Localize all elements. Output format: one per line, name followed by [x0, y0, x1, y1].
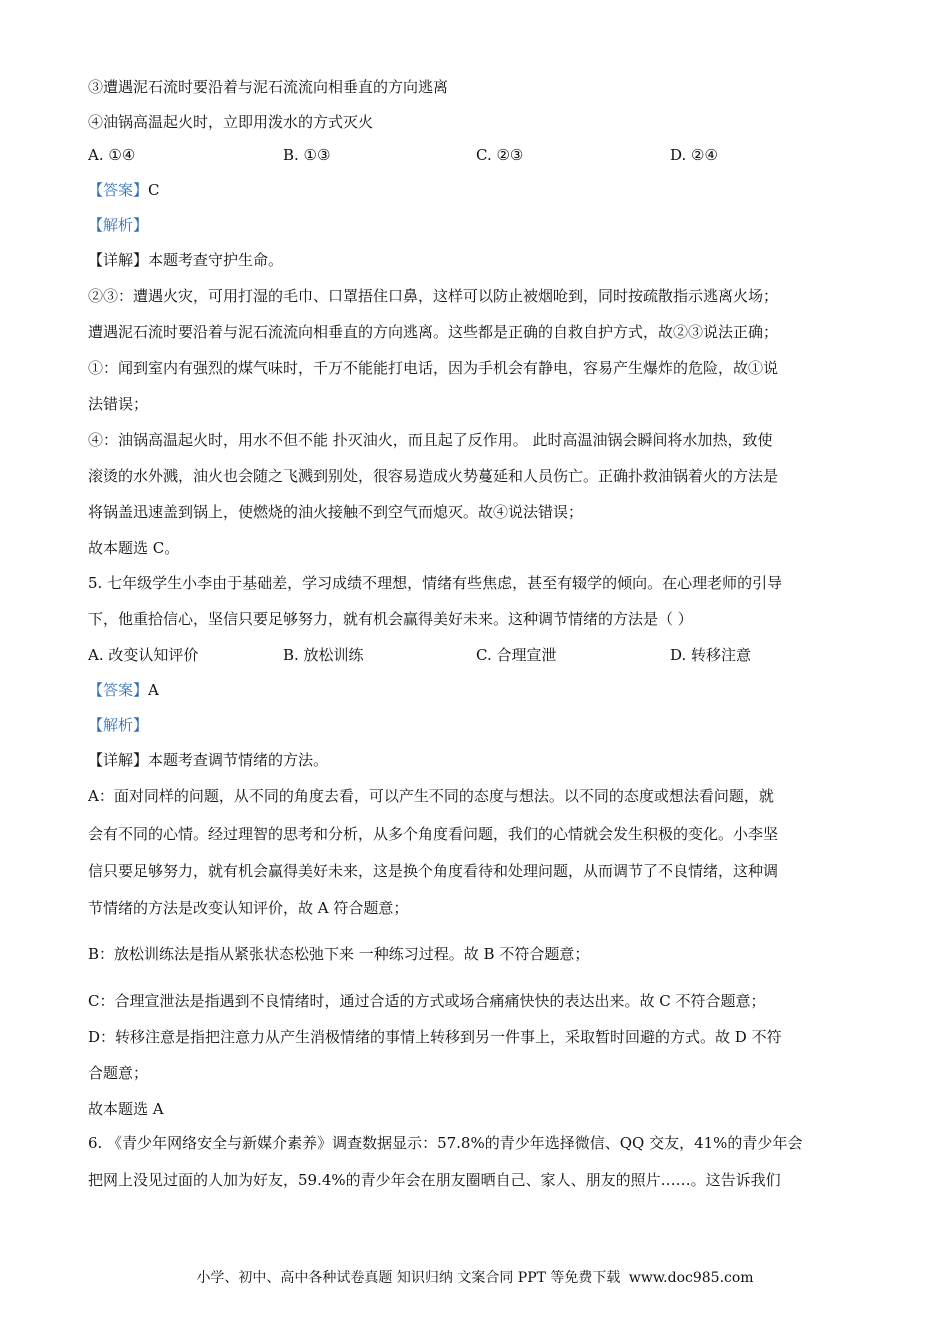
q4-choices	[88, 145, 868, 165]
q4-choice-c: C. ②③	[476, 146, 524, 164]
page-footer	[0, 1268, 950, 1288]
q5-choices	[88, 645, 868, 665]
q4-conclusion: 故本题选 C。	[88, 539, 180, 557]
q5-explanation-line: D：转移注意是指把注意力从产生消极情绪的事情上转移到另一件事上，采取暂时回避的方式。故 D 不符	[88, 1028, 782, 1046]
q4-explanation-line: 滚烫的水外溅，油火也会随之飞溅到别处，很容易造成火势蔓延和人员伤亡。正确扑救油锅着火的方法是	[88, 467, 779, 485]
q4-explanation-line: 遭遇泥石流时要沿着与泥石流流向相垂直的方向逃离。这些都是正确的自救自护方式，故②③说法正确；	[88, 323, 779, 341]
answer-value: A	[148, 681, 159, 699]
q4-explanation-line: 将锅盖迅速盖到锅上，使燃烧的油火接触不到空气而熄灭。故④说法错误；	[88, 503, 584, 521]
answer-label: 【答案】	[88, 181, 149, 199]
q5-explanation-line: 信只要足够努力，就有机会赢得美好未来，这是换个角度看待和处理问题，从而调节了不良情绪，这种调	[88, 862, 779, 880]
detail-text: 本题考查调节情绪的方法。	[148, 751, 329, 769]
q4-explanation-line: ②③：遭遇火灾，可用打湿的毛巾、口罩捂住口鼻，这样可以防止被烟呛到，同时按疏散指示逃离火场；	[88, 287, 779, 305]
q4-option-4: ④油锅高温起火时，立即用泼水的方式灭火	[88, 113, 374, 131]
q4-choice-b: B. ①③	[283, 146, 331, 164]
q5-explanation-line: 节情绪的方法是改变认知评价，故 A 符合题意；	[88, 899, 409, 917]
q5-analysis-label: 【解析】	[88, 716, 149, 734]
q4-analysis-label: 【解析】	[88, 216, 149, 234]
q4-detail	[88, 250, 283, 270]
q6-stem-line: 6. 《青少年网络安全与新媒介素养》调查数据显示：57.8%的青少年选择微信、QQ 交友，41%的青少年会	[88, 1134, 803, 1152]
q5-choice-a: A. 改变认知评价	[88, 646, 199, 664]
answer-label: 【答案】	[88, 681, 149, 699]
answer-value: C	[148, 181, 160, 199]
q5-explanation-line: B：放松训练法是指从紧张状态松弛下来 一种练习过程。故 B 不符合题意；	[88, 945, 590, 963]
q4-explanation-line: ④：油锅高温起火时，用水不但不能 扑灭油火，而且起了反作用。 此时高温油锅会瞬间将水加热，致使	[88, 431, 773, 449]
q5-choice-b: B. 放松训练	[283, 646, 364, 664]
q4-option-3: ③遭遇泥石流时要沿着与泥石流流向相垂直的方向逃离	[88, 78, 449, 96]
q5-explanation-line: 会有不同的心情。经过理智的思考和分析，从多个角度看问题，我们的心情就会发生积极的变化。小李坚	[88, 825, 779, 843]
q5-explanation-line: A：面对同样的问题，从不同的角度去看，可以产生不同的态度与想法。以不同的态度或想法看问题，就	[88, 787, 774, 805]
q4-answer	[88, 180, 160, 200]
q5-conclusion: 故本题选 A	[88, 1100, 164, 1118]
footer-link[interactable]: www.doc985.com	[628, 1270, 754, 1286]
q4-explanation-line: ①：闻到室内有强烈的煤气味时，千万不能能打电话，因为手机会有静电，容易产生爆炸的危险，故①说	[88, 359, 779, 377]
q5-answer	[88, 680, 159, 700]
q4-choice-a: A. ①④	[88, 146, 136, 164]
detail-text: 本题考查守护生命。	[148, 251, 284, 269]
q4-explanation-line: 法错误；	[88, 395, 149, 413]
q5-stem-line: 下，他重拾信心，坚信只要足够努力，就有机会赢得美好未来。这种调节情绪的方法是（ ）	[88, 610, 693, 628]
q5-choice-c: C. 合理宣泄	[476, 646, 557, 664]
q5-stem-line: 5. 七年级学生小李由于基础差，学习成绩不理想，情绪有些焦虑，甚至有辍学的倾向。在心理老师的引导	[88, 574, 783, 592]
q5-explanation-line: 合题意；	[88, 1064, 149, 1082]
footer-text: 小学、初中、高中各种试卷真题 知识归纳 文案合同 PPT 等免费下载	[196, 1270, 621, 1286]
q6-stem-line: 把网上没见过面的人加为好友，59.4%的青少年会在朋友圈晒自己、家人、朋友的照片……。这告诉我们	[88, 1171, 781, 1189]
q5-choice-d: D. 转移注意	[670, 646, 752, 664]
q4-choice-d: D. ②④	[670, 146, 718, 164]
q5-explanation-line: C：合理宣泄法是指遇到不良情绪时，通过合适的方式或场合痛痛快快的表达出来。故 C 不符合题意；	[88, 992, 766, 1010]
detail-label: 【详解】	[88, 751, 149, 769]
q5-detail	[88, 750, 328, 770]
detail-label: 【详解】	[88, 251, 149, 269]
